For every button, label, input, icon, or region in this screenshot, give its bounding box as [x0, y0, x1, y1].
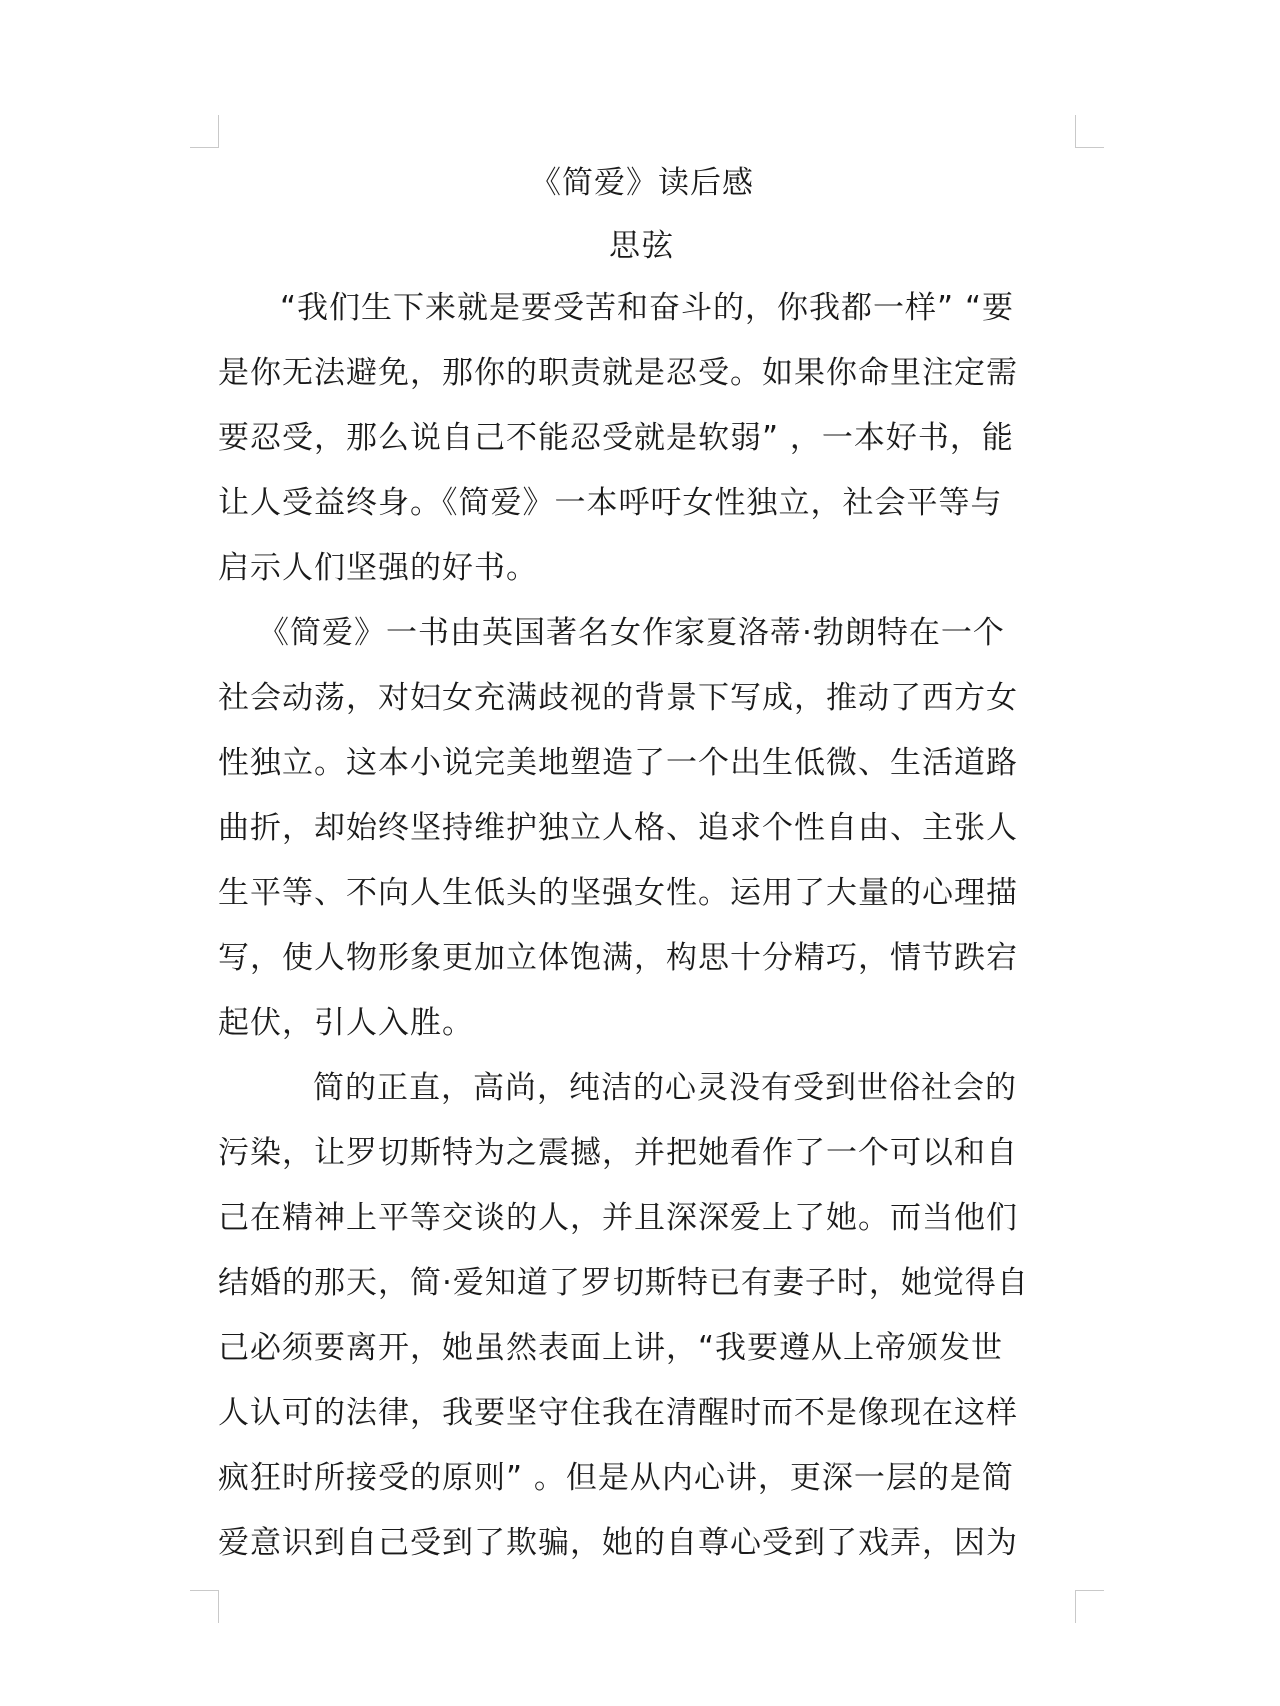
paragraph-line: 《简爱》一书由英国著名女作家夏洛蒂·勃朗特在一个	[258, 615, 1005, 651]
paragraph-line: 是你无法避免，那你的职责就是忍受。如果你命里注定需	[218, 355, 1018, 391]
paragraph-line: 启示人们坚强的好书。	[218, 550, 538, 586]
paragraph-line: 污染，让罗切斯特为之震撼，并把她看作了一个可以和自	[218, 1135, 1018, 1171]
paragraph-line: 让人受益终身。《简爱》一本呼吁女性独立，社会平等与	[218, 485, 1003, 521]
crop-mark-bottom-left	[190, 1590, 219, 1623]
paragraph-line: 疯狂时所接受的原则” 。但是从内心讲，更深一层的是简	[218, 1460, 1014, 1496]
paragraph-line: 爱意识到自己受到了欺骗，她的自尊心受到了戏弄，因为	[218, 1525, 1018, 1561]
paragraph-line: “我们生下来就是要受苦和奋斗的，你我都一样” “要	[280, 290, 1015, 326]
crop-mark-top-right	[1075, 115, 1104, 148]
paragraph-line: 己在精神上平等交谈的人，并且深深爱上了她。而当他们	[218, 1200, 1018, 1236]
paragraph-line: 起伏，引人入胜。	[218, 1005, 474, 1041]
paragraph-line: 己必须要离开，她虽然表面上讲，“我要遵从上帝颁发世	[218, 1330, 1004, 1366]
paragraph-line: 曲折，却始终坚持维护独立人格、追求个性自由、主张人	[218, 810, 1018, 846]
paragraph-line: 人认可的法律，我要坚守住我在清醒时而不是像现在这样	[218, 1395, 1018, 1431]
paragraph-line: 生平等、不向人生低头的坚强女性。运用了大量的心理描	[218, 875, 1018, 911]
paragraph-line: 结婚的那天，简·爱知道了罗切斯特已有妻子时，她觉得自	[218, 1265, 1029, 1301]
document-title: 《简爱》读后感	[530, 165, 754, 201]
paragraph-line: 性独立。这本小说完美地塑造了一个出生低微、生活道路	[218, 745, 1018, 781]
paragraph-line: 简的正直，高尚，纯洁的心灵没有受到世俗社会的	[313, 1070, 1017, 1106]
document-author: 思弦	[609, 228, 675, 264]
paragraph-line: 要忍受，那么说自己不能忍受就是软弱” ，一本好书，能	[218, 420, 1014, 456]
crop-mark-top-left	[190, 115, 219, 148]
paragraph-line: 写，使人物形象更加立体饱满，构思十分精巧，情节跌宕	[218, 940, 1018, 976]
paragraph-line: 社会动荡，对妇女充满歧视的背景下写成，推动了西方女	[218, 680, 1018, 716]
document-body	[218, 152, 1066, 1576]
crop-mark-bottom-right	[1075, 1590, 1104, 1623]
